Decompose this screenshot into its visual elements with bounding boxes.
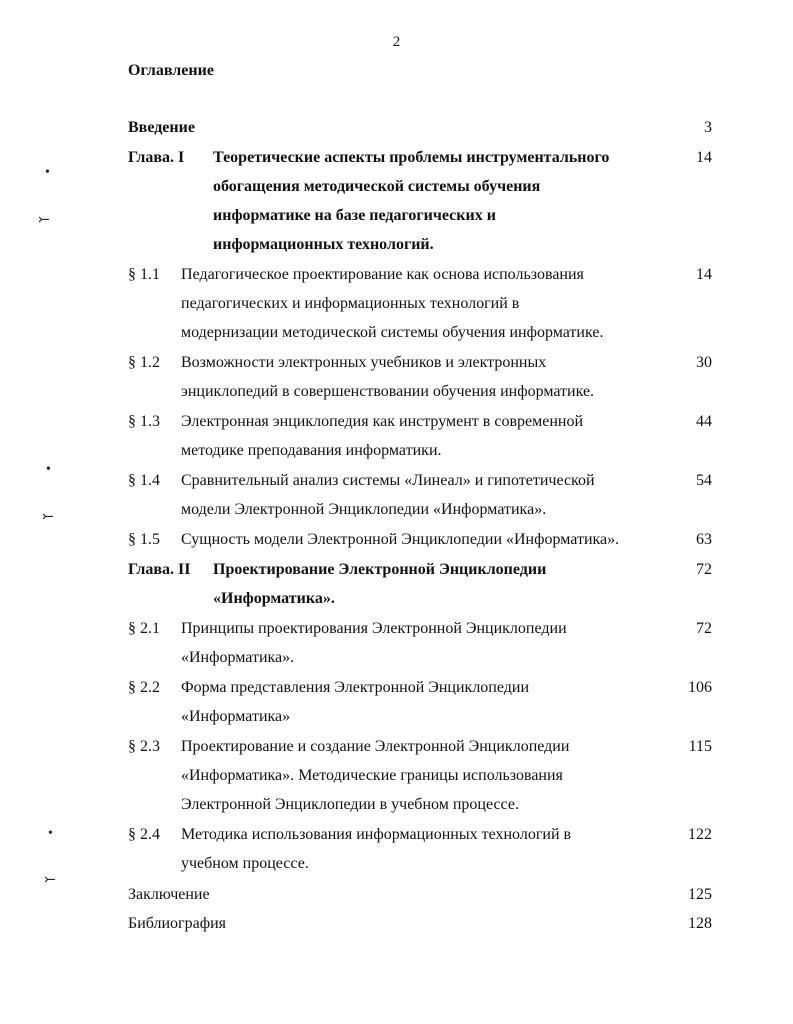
toc-entry-title-line: «Информатика». Методические границы использования <box>181 767 563 784</box>
toc-entry-page: 106 <box>688 679 712 696</box>
toc-entry-page: 72 <box>696 620 712 637</box>
toc-entry-title-line: Теоретические аспекты проблемы инструментального <box>213 149 610 166</box>
toc-entry-title-line: Электронная энциклопедия как инструмент в современной <box>181 413 584 430</box>
toc-entry-label: § 1.4 <box>128 472 160 489</box>
scan-mark: ⤚ <box>38 213 50 228</box>
toc-entry-label: Глава. II <box>128 561 191 578</box>
toc-entry-page: 125 <box>688 886 712 903</box>
toc-entry-title-line: «Информатика» <box>181 708 291 725</box>
toc-entry-page: 14 <box>696 266 712 283</box>
toc-entry-label: § 2.2 <box>128 679 160 696</box>
toc-entry-title-line: информатике на базе педагогических и <box>213 207 496 224</box>
toc-entry-title-line: Проектирование и создание Электронной Энциклопедии <box>181 738 570 755</box>
toc-entry-title-line: «Информатика». <box>213 590 335 607</box>
page-number: 2 <box>392 34 401 50</box>
scan-mark: ⤚ <box>44 873 56 888</box>
scan-mark: ⤚ <box>42 510 54 525</box>
toc-entry-page: 122 <box>688 826 712 843</box>
toc-entry-title-line: энциклопедий в совершенствовании обучения информатике. <box>181 383 595 400</box>
toc-entry-page: 30 <box>696 354 712 371</box>
toc-entry-page: 3 <box>704 119 712 136</box>
toc-entry-page: 115 <box>688 738 712 755</box>
toc-entry-title-line: обогащения методической системы обучения <box>213 178 541 195</box>
toc-entry-title-line: Проектирование Электронной Энциклопедии <box>213 561 547 578</box>
toc-entry-title-line: методике преподавания информатики. <box>181 442 442 459</box>
toc-entry-title-line: Методика использования информационных технологий в <box>181 826 572 843</box>
toc-entry-page: 54 <box>696 472 712 489</box>
toc-entry-label: § 2.1 <box>128 620 160 637</box>
toc-entry-label: § 2.3 <box>128 738 160 755</box>
toc-entry-label: § 2.4 <box>128 826 160 843</box>
toc-entry-label: § 1.1 <box>128 266 160 283</box>
toc-entry-label: Библиография <box>128 915 226 932</box>
scan-mark: • <box>48 826 53 841</box>
toc-entry-title-line: учебном процессе. <box>181 855 309 872</box>
toc-entry-label: § 1.5 <box>128 531 160 548</box>
toc-entry-title-line: модернизации методической системы обучения информатике. <box>181 324 604 341</box>
toc-entry-title-line: Форма представления Электронной Энциклопедии <box>181 679 530 696</box>
toc-entry-title-line: Принципы проектирования Электронной Энциклопедии <box>181 620 567 637</box>
scan-mark: • <box>46 462 51 477</box>
toc-entry-title-line: Сущность модели Электронной Энциклопедии «Информатика». <box>181 531 620 548</box>
toc-entry-page: 63 <box>696 531 712 548</box>
toc-entry-title-line: модели Электронной Энциклопедии «Информатика». <box>181 501 547 518</box>
toc-entry-title-line: Педагогическое проектирование как основа использования <box>181 266 584 283</box>
scan-mark: • <box>45 165 50 180</box>
toc-entry-page: 128 <box>688 915 712 932</box>
toc-entry-title-line: информационных технологий. <box>213 236 434 253</box>
toc-entry-title-line: педагогических и информационных технологий в <box>181 295 520 312</box>
toc-title: Оглавление <box>128 62 214 79</box>
toc-entry-label: Введение <box>128 119 195 136</box>
toc-entry-page: 14 <box>696 149 712 166</box>
toc-entry-title-line: Сравнительный анализ системы «Линеал» и гипотетической <box>181 472 595 489</box>
toc-entry-title-line: Возможности электронных учебников и электронных <box>181 354 547 371</box>
toc-entry-label: § 1.3 <box>128 413 160 430</box>
toc-entry-title-line: «Информатика». <box>181 649 295 666</box>
toc-entry-page: 72 <box>696 561 712 578</box>
toc-entry-label: Заключение <box>128 886 210 903</box>
toc-entry-title-line: Электронной Энциклопедии в учебном процессе. <box>181 796 519 813</box>
toc-entry-label: Глава. I <box>128 149 185 166</box>
toc-entry-label: § 1.2 <box>128 354 160 371</box>
toc-entry-page: 44 <box>696 413 712 430</box>
